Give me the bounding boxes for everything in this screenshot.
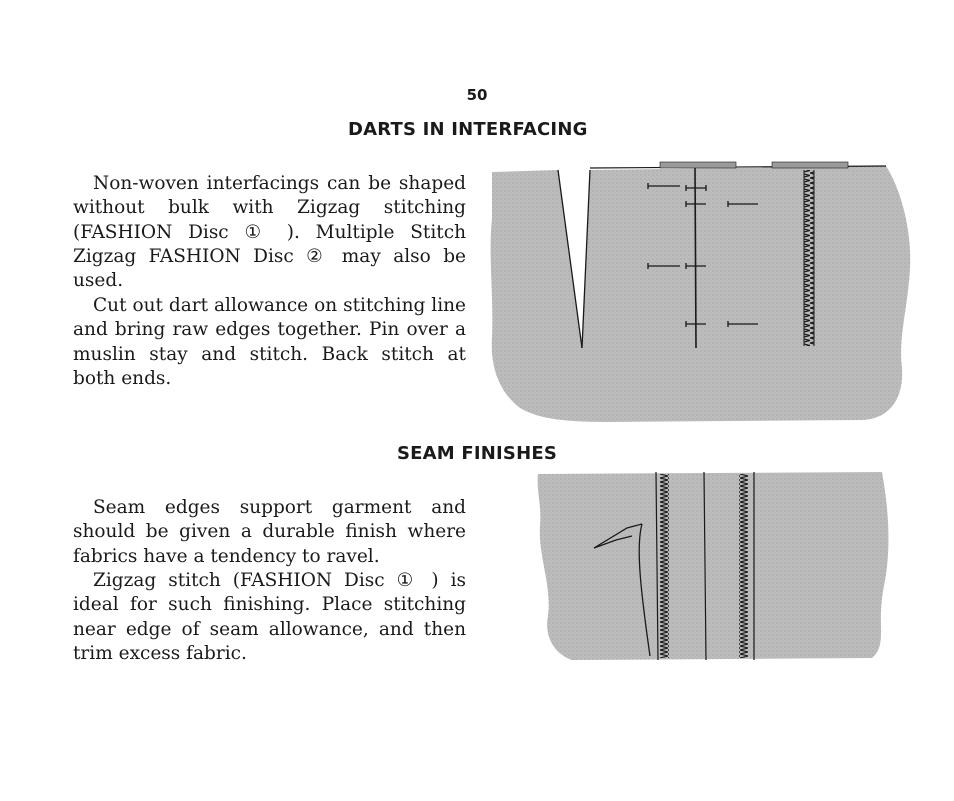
zigzag-finish-right: [739, 474, 748, 658]
darts-heading: DARTS IN INTERFACING: [348, 119, 588, 140]
seams-paragraph-1: Seam edges support garment and should be given a durable finish where fabrics have a tendency to ravel.: [73, 497, 466, 567]
stay-strip-1: [660, 162, 736, 168]
zigzag-stitching: [804, 170, 814, 346]
stay-strip-2: [772, 162, 848, 168]
darts-interfacing-illustration: [480, 158, 920, 428]
garment-fabric: [538, 472, 889, 660]
darts-paragraph-2: Cut out dart allowance on stitching line and bring raw edges together. Pin over a muslin stay and stitch. Back stitch at both ends.: [73, 295, 466, 389]
joined-dart-line: [695, 168, 696, 348]
seam-finishes-heading: SEAM FINISHES: [397, 443, 558, 464]
zigzag-finish-left: [660, 474, 669, 658]
darts-paragraph-1: Non-woven interfacings can be shaped without bulk with Zigzag stitching (FASHION Disc ① ). Multiple Stitch Zigzag FASHION Disc ② may also be used.: [73, 173, 466, 292]
seam-finishes-illustration: [532, 466, 897, 666]
seams-paragraph-2: Zigzag stitch (FASHION Disc ① ) is ideal for such finishing. Place stitching near edge of seam allowance, and then trim excess fabric.: [73, 570, 466, 664]
page-number: 50: [466, 86, 488, 104]
